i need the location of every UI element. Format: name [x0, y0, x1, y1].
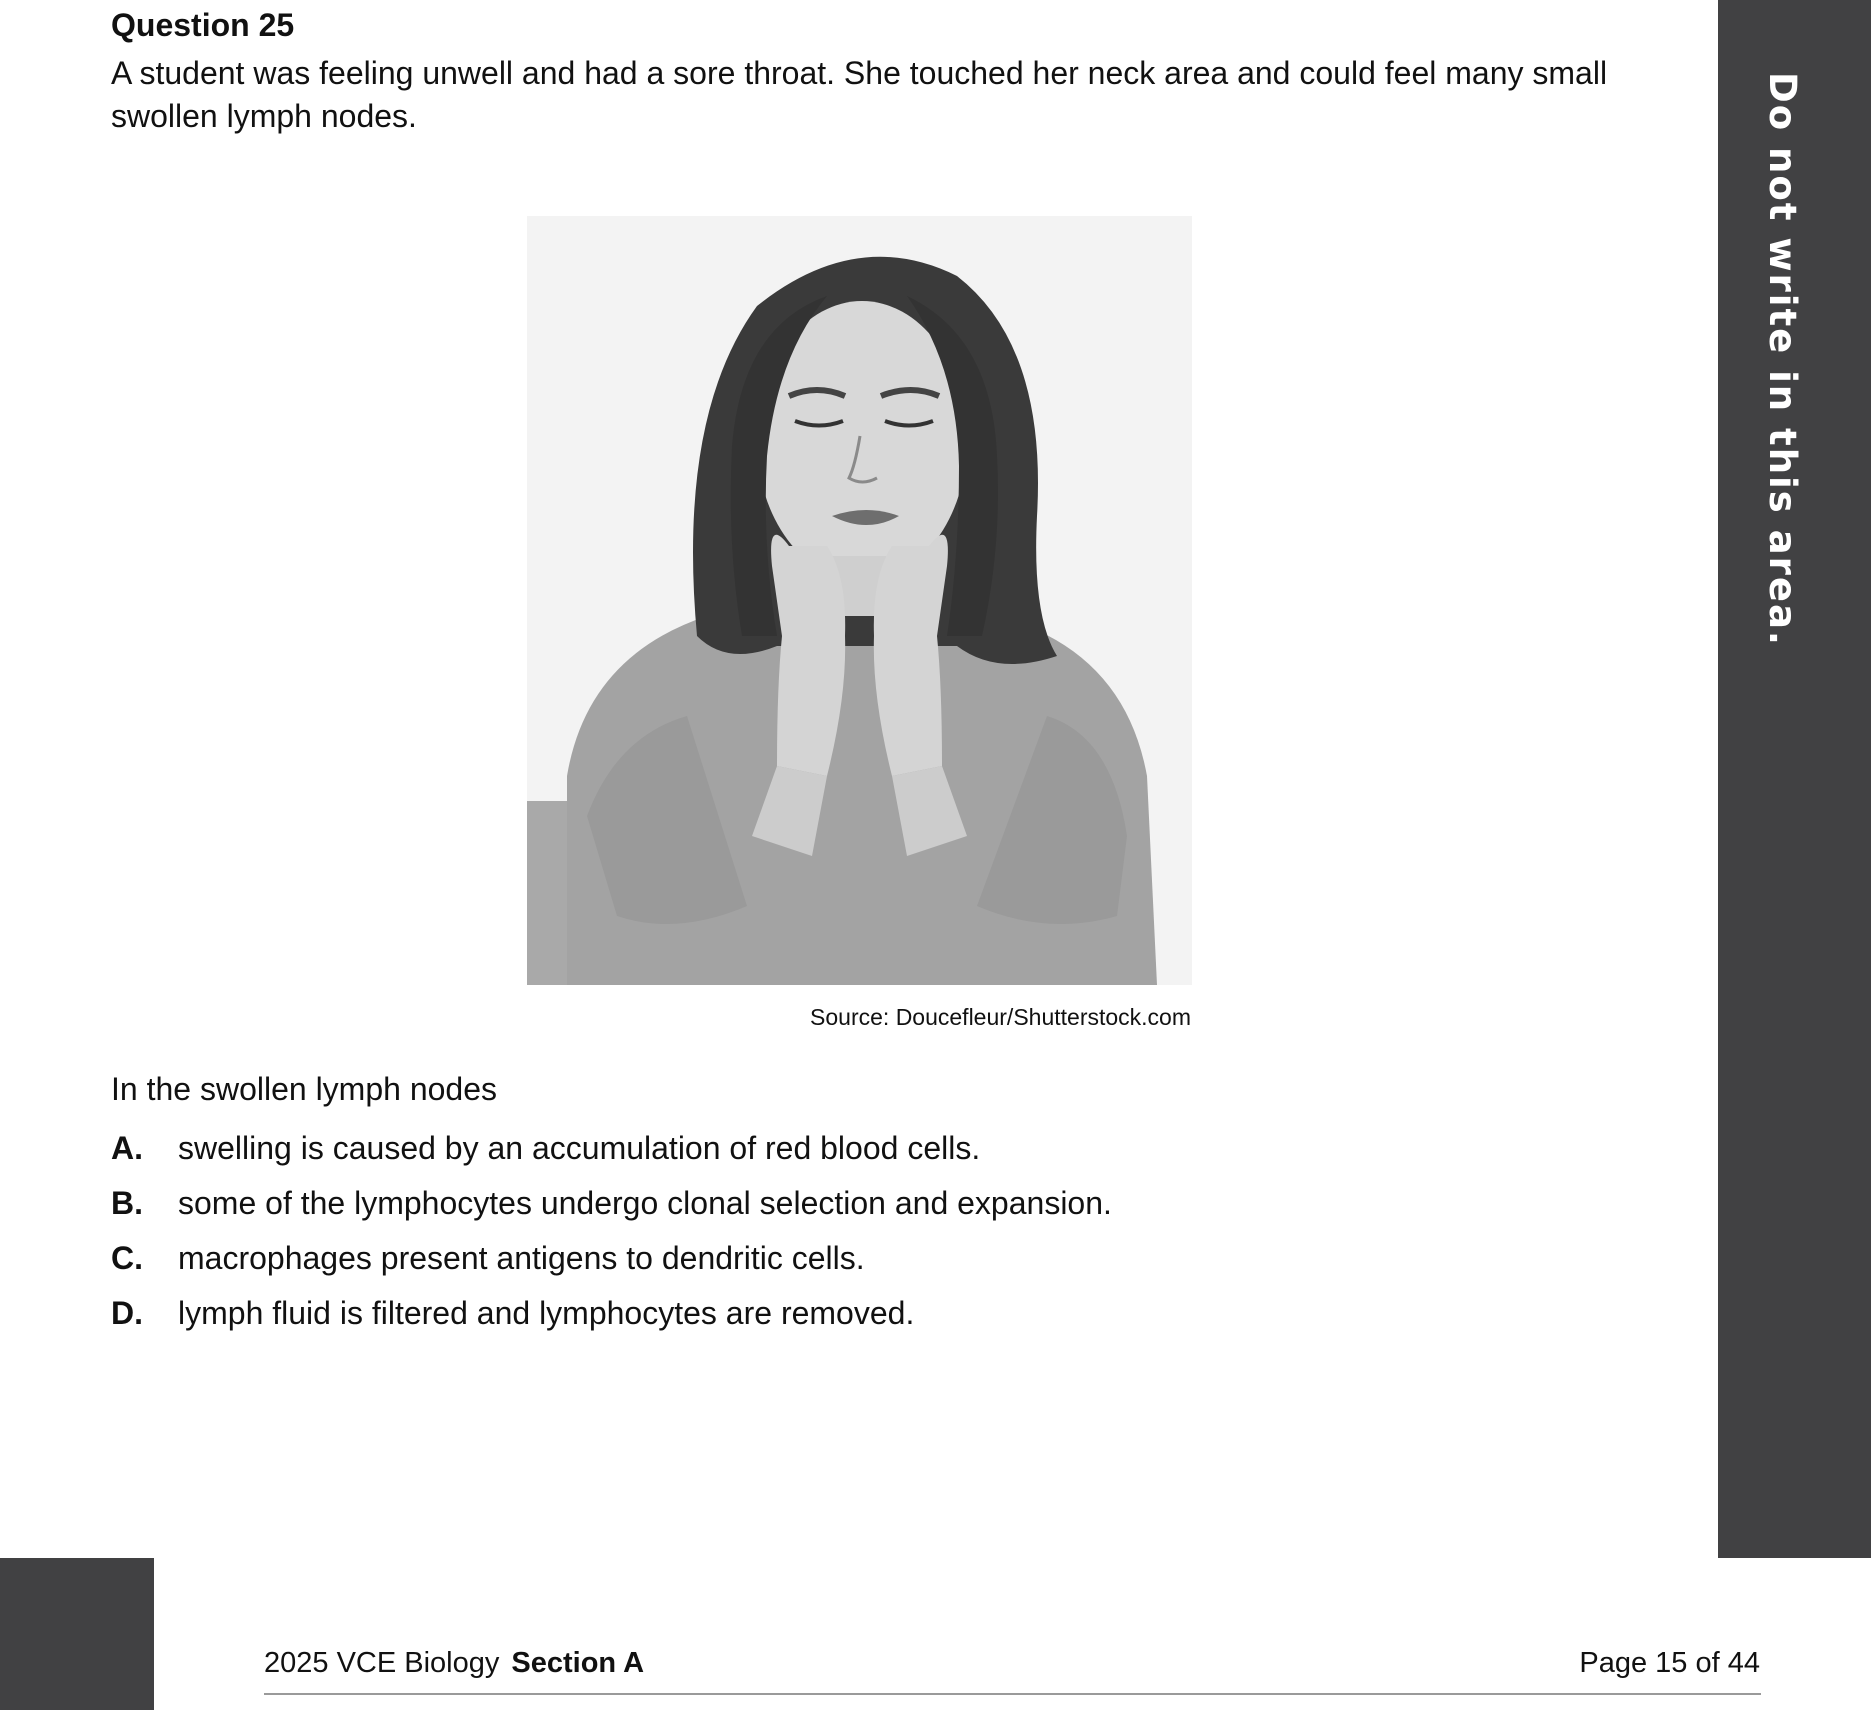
option-a[interactable]: [111, 1126, 1112, 1181]
question-lead-in: In the swollen lymph nodes: [111, 1071, 497, 1107]
page-number: Page 15 of 44: [1579, 1647, 1760, 1679]
option-letter: A.: [111, 1130, 143, 1166]
student-sore-throat-photo: [527, 216, 1192, 985]
option-text: some of the lymphocytes undergo clonal selection and expansion.: [178, 1185, 1112, 1221]
option-text: swelling is caused by an accumulation of red blood cells.: [178, 1130, 981, 1166]
footer-exam-info: [264, 1645, 644, 1681]
option-text: macrophages present antigens to dendritic cells.: [178, 1240, 865, 1276]
question-stem: A student was feeling unwell and had a sore throat. She touched her neck area and could feel many small swollen lymph nodes.: [111, 55, 1608, 134]
image-source-credit: Source: Doucefleur/Shutterstock.com: [810, 1004, 1191, 1030]
option-text: lymph fluid is filtered and lymphocytes are removed.: [178, 1295, 915, 1331]
footer-section: Section A: [511, 1647, 645, 1679]
option-letter: D.: [111, 1295, 143, 1331]
option-d[interactable]: [111, 1291, 1112, 1346]
option-letter: B.: [111, 1185, 143, 1221]
option-b[interactable]: [111, 1181, 1112, 1236]
answer-options: [111, 1126, 1112, 1346]
margin-notice: Do not write in this area.: [1761, 72, 1804, 647]
option-letter: C.: [111, 1240, 143, 1276]
option-c[interactable]: [111, 1236, 1112, 1291]
footer-exam: 2025 VCE Biology: [264, 1647, 500, 1679]
question-title: Question 25: [111, 7, 295, 43]
corner-block: [0, 1558, 154, 1710]
footer-divider: [264, 1693, 1761, 1695]
